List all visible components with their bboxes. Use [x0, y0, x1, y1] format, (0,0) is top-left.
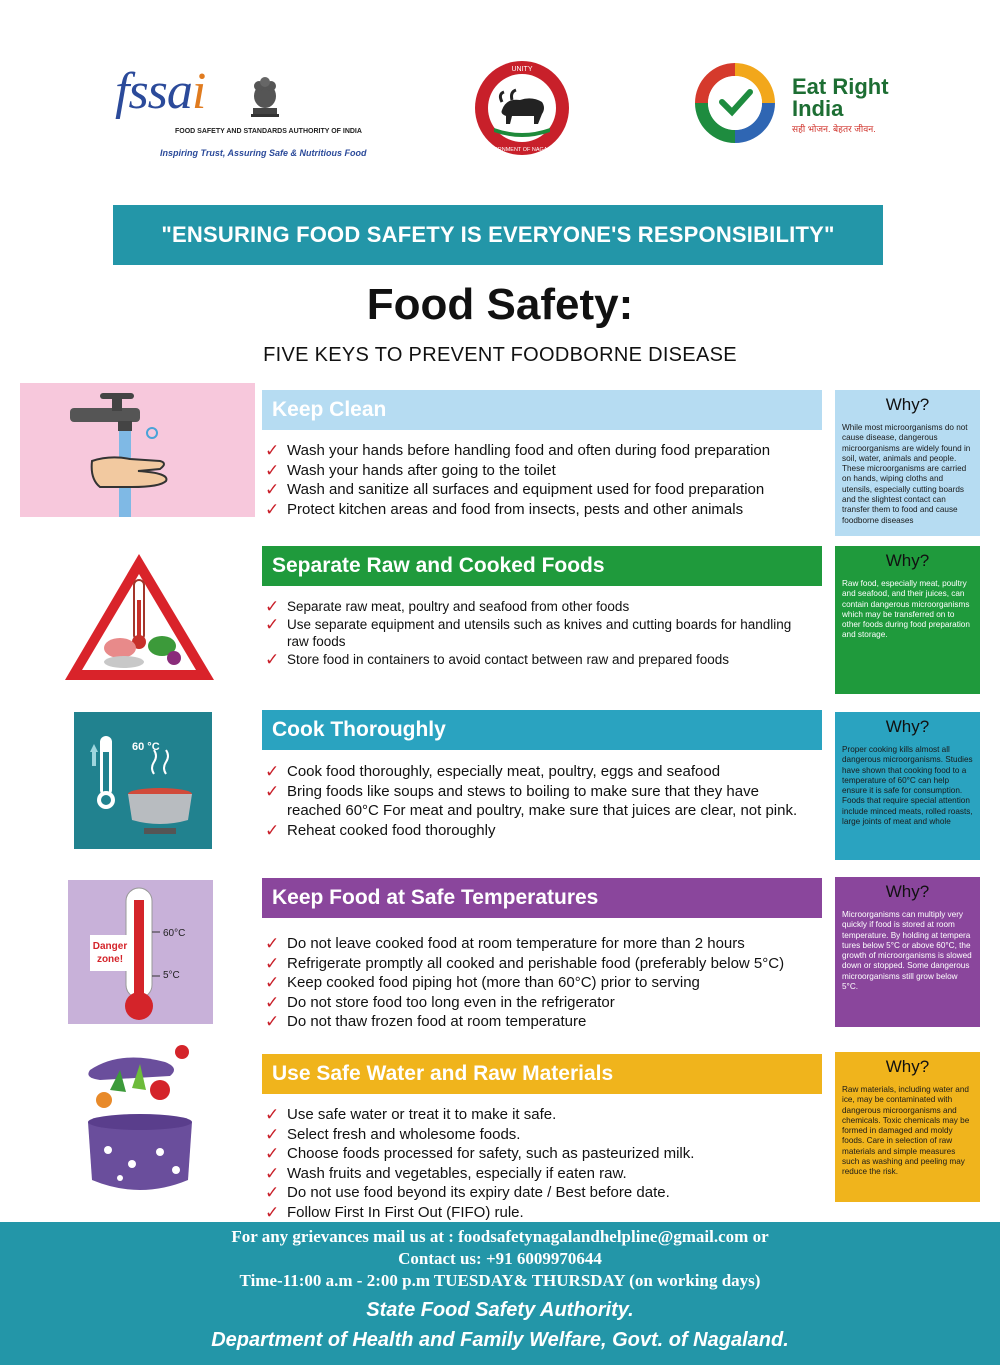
svg-text:Danger: Danger	[92, 941, 128, 952]
svg-text:60°C: 60°C	[163, 928, 186, 939]
list-item: ✓ Reheat cooked food thoroughly	[265, 821, 805, 841]
why-box-keep-clean	[835, 390, 980, 536]
svg-text:zone!: zone!	[96, 954, 124, 965]
eat-right-ring-icon	[690, 58, 780, 148]
why-title: Why?	[885, 882, 930, 901]
list-item: ✓ Follow First In First Out (FIFO) rule.	[265, 1203, 805, 1223]
separate-foods-illustration	[62, 550, 217, 684]
eat-right-title: Eat Right India	[792, 74, 889, 121]
why-title: Why?	[885, 717, 930, 736]
svg-text:60 °C: 60 °C	[132, 741, 160, 753]
list-item: ✓ Protect kitchen areas and food from insects, pests and other animals	[265, 500, 835, 520]
footer-department: Department of Health and Family Welfare, Govt. of Nagaland.	[211, 1329, 789, 1351]
list-item: ✓ Choose foods processed for safety, such as pasteurized milk.	[265, 1144, 805, 1164]
list-item: ✓ Bring foods like soups and stews to boiling to make sure that they have reached 60°C For meat and poultry, make sure that juices are clear, not pink.	[265, 782, 805, 821]
section-heading-safe-water: Use Safe Water and Raw Materials	[262, 1054, 822, 1094]
list-item: ✓ Use safe water or treat it to make it safe.	[265, 1105, 805, 1125]
list-item: ✓ Wash and sanitize all surfaces and equipment used for food preparation	[265, 480, 835, 500]
list-item: ✓ Wash fruits and vegetables, especially if eaten raw.	[265, 1164, 805, 1184]
eat-right-hindi-tagline: सही भोजन. बेहतर जीवन.	[792, 124, 876, 134]
thermometer-danger-icon	[68, 880, 213, 1024]
list-item: ✓ Cook food thoroughly, especially meat, poultry, eggs and seafood	[265, 762, 805, 782]
why-text: Microorganisms can multiply very quickly if food is stored at room temperature. By holding at tempera tures below 5°C or above 60°C, the growth of microorganisms is slowed down or stopped. Some dangerous microorganisms still grow below 5°C.	[842, 910, 972, 992]
cooking-pot-thermometer-icon	[74, 712, 212, 849]
footer-time-line: Time-11:00 a.m - 2:00 p.m TUESDAY& THURSDAY (on working days)	[239, 1271, 761, 1290]
svg-text:5°C: 5°C	[163, 970, 180, 981]
list-item: ✓ Do not use food beyond its expiry date / Best before date.	[265, 1183, 805, 1203]
warning-triangle-icon	[62, 550, 217, 684]
why-box-safe-water	[835, 1052, 980, 1202]
list-item: ✓ Do not leave cooked food at room temperature for more than 2 hours	[265, 934, 833, 954]
section-heading-keep-clean: Keep Clean	[262, 390, 822, 430]
section-heading-cook-thoroughly: Cook Thoroughly	[262, 710, 822, 750]
vegetable-pot-icon	[70, 1040, 220, 1205]
page-subtitle: FIVE KEYS TO PREVENT FOODBORNE DISEASE	[263, 344, 737, 366]
why-box-separate-foods	[835, 546, 980, 694]
why-title: Why?	[885, 1057, 930, 1076]
page-title: Food Safety:	[366, 280, 634, 329]
faucet-hand-icon	[20, 383, 255, 517]
list-item: ✓ Do not thaw frozen food at room temperature	[265, 1012, 833, 1032]
keep-clean-list	[265, 441, 835, 519]
svg-text:UNITY: UNITY	[511, 66, 533, 73]
why-text: While most microorganisms do not cause disease, dangerous microorganisms are widely found in soil, water, animals and people. These microorganisms are carried on hands, wiping cloths and utensils, especially cutting boards and the slightest contact can transfer them to food and cause foodborne diseases	[842, 423, 971, 525]
fssai-tagline: Inspiring Trust, Assuring Safe & Nutritious Food	[160, 148, 367, 158]
responsibility-banner: "ENSURING FOOD SAFETY IS EVERYONE'S RESPONSIBILITY"	[113, 205, 883, 265]
safe-temperatures-list	[265, 934, 833, 1032]
eat-right-india-logo	[690, 58, 920, 150]
why-title: Why?	[885, 551, 930, 570]
list-item: ✓ Use separate equipment and utensils such as knives and cutting boards for handling raw foods	[265, 616, 795, 651]
section-heading-safe-temperatures: Keep Food at Safe Temperatures	[262, 878, 822, 918]
safe-water-list	[265, 1105, 805, 1222]
cook-thoroughly-list	[265, 762, 805, 840]
safe-temperature-illustration	[68, 880, 213, 1024]
national-emblem-icon	[245, 70, 285, 120]
list-item: ✓ Wash your hands after going to the toilet	[265, 461, 835, 481]
svg-text:GOVERNMENT OF NAGALAND: GOVERNMENT OF NAGALAND	[481, 147, 563, 153]
cook-thoroughly-illustration	[74, 712, 212, 849]
separate-foods-list	[265, 598, 795, 668]
handwash-illustration	[20, 383, 255, 517]
why-title: Why?	[885, 395, 930, 414]
footer-contact-line: Contact us: +91 6009970644	[398, 1249, 602, 1268]
footer	[0, 1222, 1000, 1365]
list-item: ✓ Keep cooked food piping hot (more than 60°C) prior to serving	[265, 973, 833, 993]
safe-water-illustration	[70, 1040, 220, 1205]
list-item: ✓ Wash your hands before handling food and often during food preparation	[265, 441, 835, 461]
fssai-subtitle: FOOD SAFETY AND STANDARDS AUTHORITY OF INDIA	[175, 128, 362, 135]
why-text: Raw food, especially meat, poultry and seafood, and their juices, can contain dangerous microorganisms which may be transferred on to other foods during food preparation and storage.	[842, 579, 970, 640]
footer-authority: State Food Safety Authority.	[366, 1299, 634, 1321]
list-item: ✓ Select fresh and wholesome foods.	[265, 1125, 805, 1145]
why-text: Raw materials, including water and ice, may be contaminated with dangerous microorganisms and chemicals. Toxic chemicals may be formed in damaged and moldy foods. Care in selection of raw materials and simple measures such as washing and peeling may reduce the risk.	[842, 1085, 970, 1177]
fssai-wordmark: fssai	[115, 63, 206, 120]
list-item: ✓ Separate raw meat, poultry and seafood from other foods	[265, 598, 795, 616]
fssai-logo	[115, 62, 385, 162]
why-box-cook-thoroughly	[835, 712, 980, 860]
list-item: ✓ Store food in containers to avoid contact between raw and prepared foods	[265, 651, 795, 669]
section-heading-separate-foods: Separate Raw and Cooked Foods	[262, 546, 822, 586]
list-item: ✓ Do not store food too long even in the refrigerator	[265, 993, 833, 1013]
why-text: Proper cooking kills almost all dangerous microorganisms. Studies have shown that cooking food to a temperature of 60°C can help ensure it is safe for consumption. Foods that require special attention include minced meats, rolled roasts, large joints of meat and whole	[842, 745, 973, 827]
footer-email-line: For any grievances mail us at : foodsafetynagalandhelpline@gmail.com or	[231, 1227, 769, 1246]
list-item: ✓ Refrigerate promptly all cooked and perishable food (preferably below 5°C)	[265, 954, 833, 974]
nagaland-government-seal	[472, 58, 572, 158]
why-box-safe-temperatures	[835, 877, 980, 1027]
